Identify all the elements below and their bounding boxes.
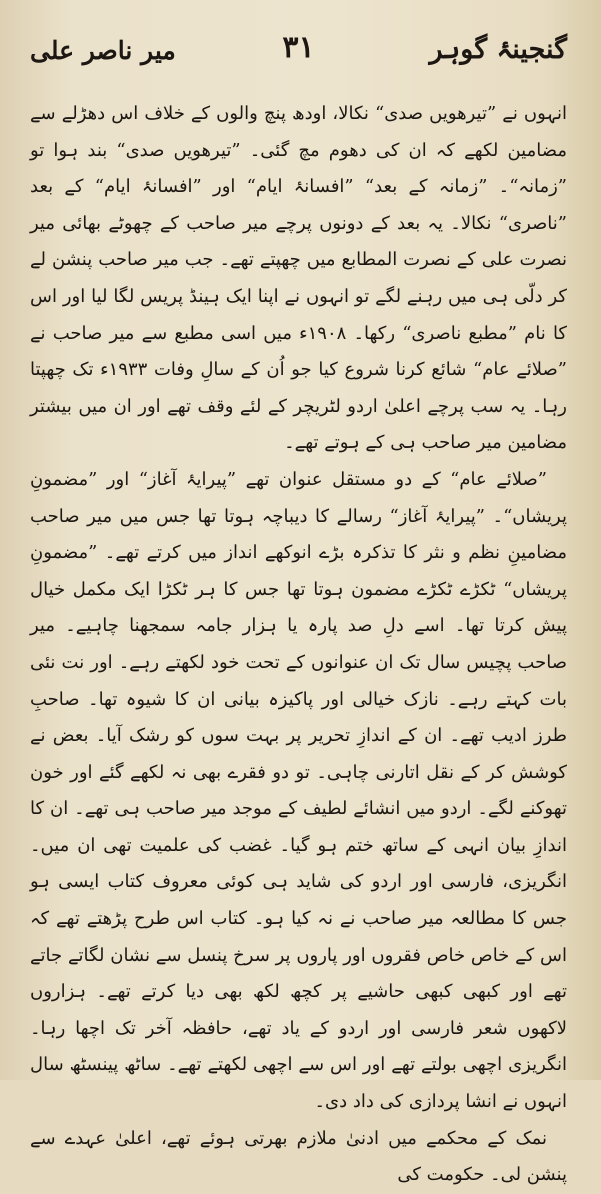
paragraph: ”صلائے عام“ کے دو مستقل عنوان تھے ”پیرایۂ آغاز“ اور ”مضمونِ پریشاں“۔ ”پیرایۂ آغاز“ رسالے کا دیباچہ ہوتا تھا جس میں میر صاحب مضامینِ نظم و نثر کا تذکرہ بڑے انوکھے انداز میں کرتے تھے۔ ”مضمونِ پریشاں“ ٹکڑے ٹکڑے مضمون ہوتا تھا جس کا ہر ٹکڑا ایک مکمل خیال پیش کرتا تھا۔ اسے دلِ صد پارہ یا ہزار جامہ سمجھنا چاہیے۔ میر صاحب پچیس سال تک ان عنوانوں کے تحت خود لکھتے رہے۔ اور نت نئی بات کہتے رہے۔ نازک خیالی اور پاکیزہ بیانی ان کا شیوہ تھا۔ صاحبِ طرز ادیب تھے۔ ان کے اندازِ تحریر پر بہت سوں کو رشک آیا۔ بعض نے کوشش کر کے نقل اتارنی چاہی۔ تو دو فقرے بھی نہ لکھے گئے اور خون تھوکنے لگے۔ اردو میں انشائے لطیف کے موجد میر صاحب ہی تھے۔ ان کا اندازِ بیان انہی کے ساتھ ختم ہو گیا۔ غضب کی علمیت تھی ان میں۔ انگریزی، فارسی اور اردو کی شاید ہی کوئی معروف کتاب ایسی ہو جس کا مطالعہ میر صاحب نے نہ کیا ہو۔ کتاب اس طرح پڑھتے تھے کہ اس کے خاص خاص فقروں اور پاروں پر سرخ پنسل سے نشان لگاتے جاتے تھے اور کبھی کبھی حاشیے پر کچھ لکھ بھی دیا کرتے تھے۔ ہزاروں لاکھوں شعر فارسی اور اردو کے یاد تھے، حافظہ آخر تک اچھا رہا۔ انگریزی اچھی بولتے تھے اور اس سے اچھی لکھتے تھے۔ ساٹھ پینسٹھ سال انہوں نے انشا پردازی کی داد دی۔ [30, 468, 567, 1113]
author-name: میر ناصر علی [30, 36, 176, 65]
paragraph: نمک کے محکمے میں ادنیٰ ملازم بھرتی ہوئے تھے، اعلیٰ عہدے سے پنشن لی۔ حکومت کی [30, 1127, 567, 1186]
book-title: گنجینۂ گوہر [429, 34, 567, 65]
page-body [30, 96, 567, 1194]
page-header [30, 28, 567, 78]
paragraph: انہوں نے ”تیرھویں صدی“ نکالا، اودھ پنچ والوں کے خلاف اس دھڑلے سے مضامین لکھے کہ ان کی دھوم مچ گئی۔ ”تیرھویں صدی“ بند ہوا تو ”زمانہ“۔ ”زمانہ کے بعد“ ”افسانۂ ایام“ اور ”افسانۂ ایام“ کے بعد ”ناصری“ نکالا۔ یہ بعد کے دونوں پرچے میر صاحب کے چھوٹے بھائی میر نصرت علی کے نصرت المطابع میں چھپتے تھے۔ جب میر صاحب پنشن لے کر دلّی ہی میں رہنے لگے تو انہوں نے اپنا ایک ہینڈ پریس لگا لیا اور اس کا نام ”مطبع ناصری“ رکھا۔ ۱۹۰۸ء میں اسی مطبع سے میر صاحب نے ”صلائے عام“ شائع کرنا شروع کیا جو اُن کے سالِ وفات ۱۹۳۳ء تک چھپتا رہا۔ یہ سب پرچے اعلیٰ اردو لٹریچر کے لئے وقف تھے اور ان میں بیشتر مضامین میر صاحب ہی کے ہوتے تھے۔ [30, 103, 567, 454]
page-number: ۳۱ [282, 30, 315, 65]
